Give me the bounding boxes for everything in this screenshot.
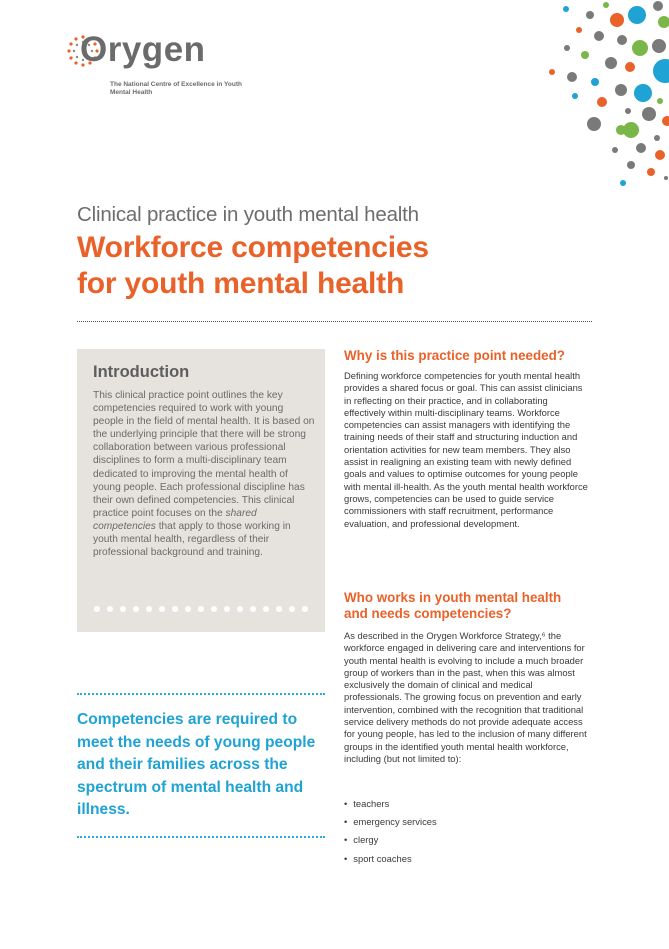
section-heading-why: Why is this practice point needed? [344,348,565,363]
introduction-text-part2: that apply to those working in youth mental health, regardless of their professional background and training. [93,520,291,559]
pull-quote-bottom-rule [77,836,325,838]
section-text-why: Defining workforce competencies for youth mental health provides a shared focus or goal. This can assist clinicians in reflecting on their practice, and in collaborating effectively within multi-disciplinary teams. Workforce competencies can assist managers with identifying the training needs of their staff and structuring induction and orientation activities for new team members. They also assist in realigning an existing team with newly defined goals and values to optimise outcomes for young people with mental ill-health. As the youth mental health workforce grows, competencies can be used to guide service commissioners with staff recruitment, performance evaluation, and professional development. [344,370,588,529]
list-item: • clergy [344,831,584,849]
introduction-text [93,389,315,559]
section-heading-who [344,590,594,622]
introduction-text-part1: This clinical practice point outlines the key competencies required to work with young people in the field of mental health. It is based on the underlying principle that there will be strong collaboration between various professional disciplines to form a multi-disciplinary team dedicated to improving the mental health of young people. Each professional discipline has their own defined competencies. This clinical practice point focuses on the [93,390,315,519]
title-line-1: Workforce competencies [77,231,429,264]
decorative-dots-graphic [539,0,669,195]
introduction-text-italic: shared competencies [93,507,257,532]
introduction-box [77,349,325,632]
section-heading-who-line-1: Who works in youth mental health [344,590,562,605]
list-item: • sport coaches [344,850,584,868]
list-item: • emergency services [344,813,584,831]
page-kicker: Clinical practice in youth mental health [77,203,419,226]
introduction-heading: Introduction [93,363,190,381]
title-line-2: for youth mental health [77,267,405,300]
list-item: • teachers [344,795,584,813]
header-divider [77,321,592,322]
logo-tagline: The National Centre of Excellence in Youth Mental Health [110,81,242,96]
logo-wordmark: Orygen [80,30,206,69]
orygen-logo [66,30,242,100]
page-title [77,230,527,302]
workforce-groups-list [344,795,584,868]
section-text-who: As described in the Orygen Workforce Strategy,⁶ the workforce engaged in delivering care and interventions for youth mental health is evolving to include a much broader group of workers than in the past, when this was almost exclusively the domain of clinical and medical professionals. The growing focus on prevention and early intervention, combined with the recognition that traditional service delivery methods do not provide adequate access for young people, has led to the inclusion of many different groups in the identified youth mental health workforce, including (but not limited to): [344,630,587,764]
section-heading-who-line-2: and needs competencies? [344,606,512,621]
pull-quote-top-rule [77,693,325,695]
pull-quote: Competencies are required to meet the needs of young people and their families across the spectrum of mental health and illness. [77,711,316,818]
introduction-dot-divider [93,605,313,613]
